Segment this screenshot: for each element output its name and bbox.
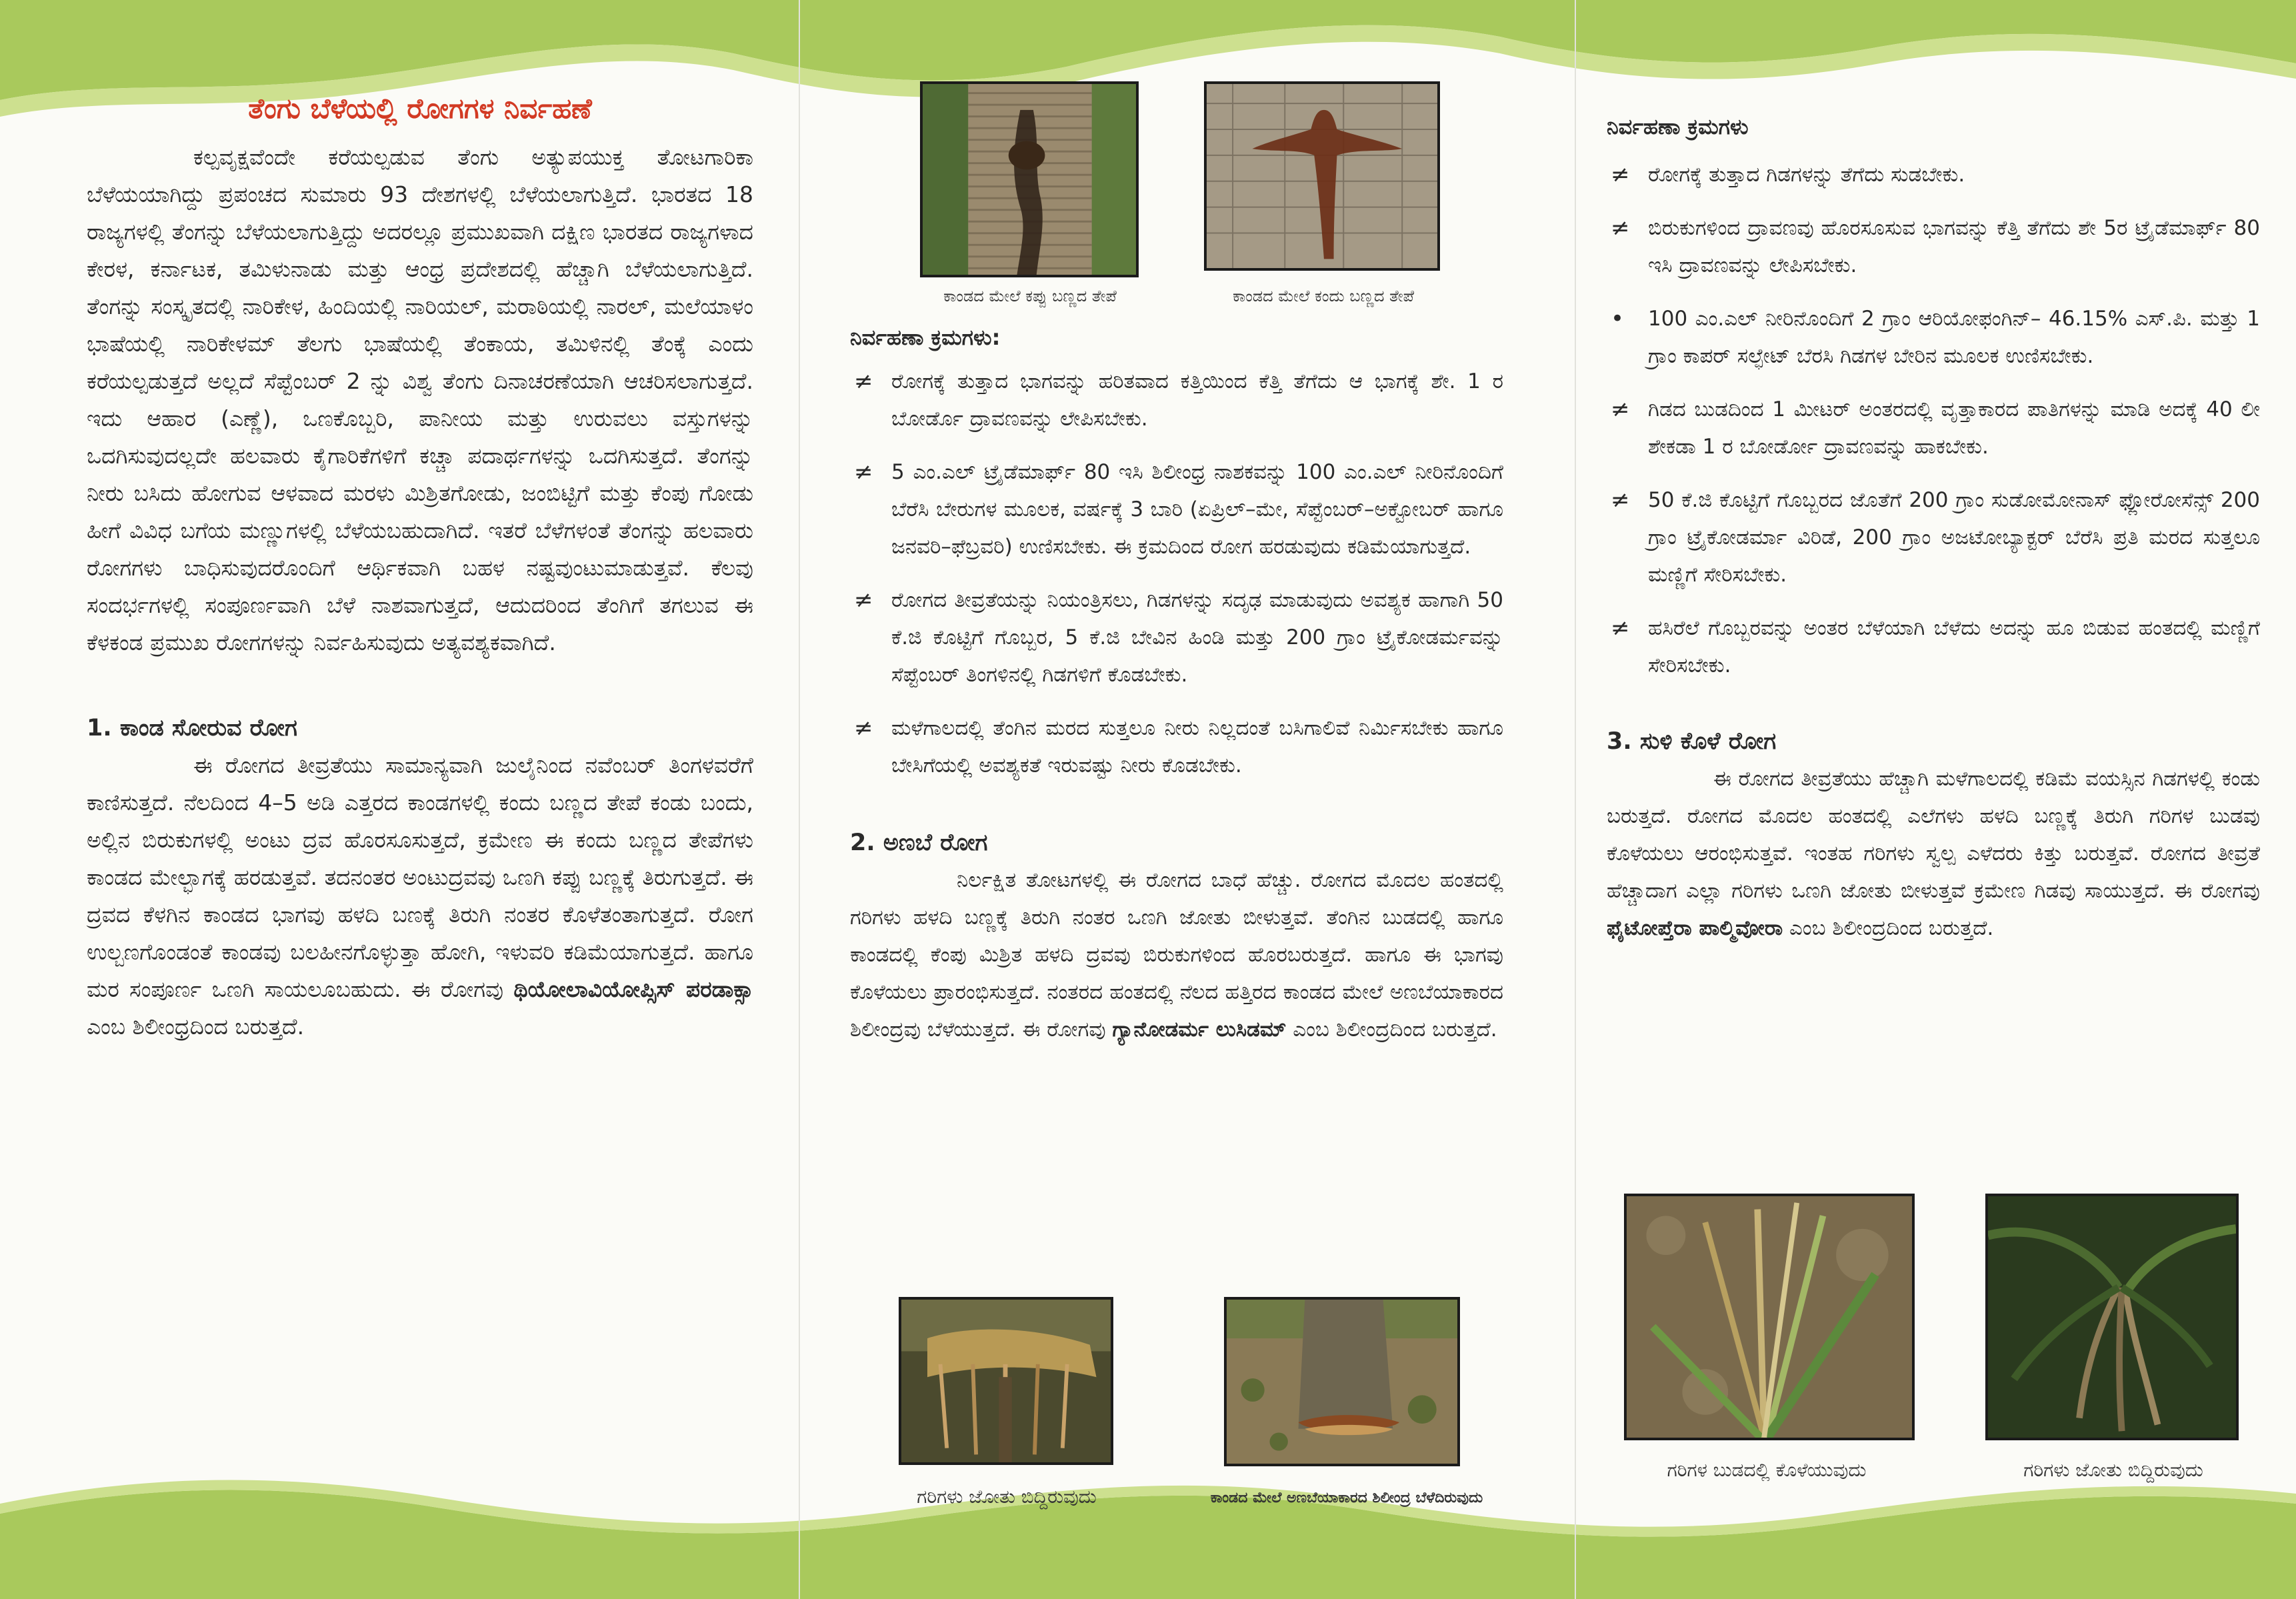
bullet-icon: ≠ — [854, 715, 873, 741]
management-item: ≠ 50 ಕೆ.ಜಿ ಕೊಟ್ಟಿಗೆ ಗೊಬ್ಬರದ ಜೊತೆಗೆ 200 ಗ್ರಾಂ ಸುಡೋಮೋನಾಸ್ ಫ್ಲೋರೋಸೆನ್ಸ್ 200 ಗ್ರಾಂ ಟ್ರೈಕೋಡರ್ಮಾ ವಿರಿಡೆ, 200 ಗ್ರಾಂ ಅಜಟೋಬ್ಯಾಕ್ಟರ್ ಬೆರೆಸಿ ಪ್ರತಿ ಮರದ ಸುತ್ತಲೂ ಮಣ್ಣಿಗೆ ಸೇರಿಸಬೇಕು. — [1607, 481, 2260, 593]
section-1-suffix: ಎಂಬ ಶಿಲೀಂಧ್ರದಿಂದ ಬರುತ್ತದೆ. — [87, 1014, 305, 1040]
section-1-heading: 1. ಕಾಂಡ ಸೋರುವ ರೋಗ — [87, 715, 297, 741]
photo-4-caption: ಕಾಂಡದ ಮೇಲೆ ಅಣಬೆಯಾಕಾರದ ಶಿಲೀಂದ್ರ ಬೆಳೆದಿರುವುದು — [1210, 1490, 1483, 1506]
photo-2-caption: ಕಾಂಡದ ಮೇಲೆ ಕಂದು ಬಣ್ಣದ ತೇಪೆ — [1232, 287, 1415, 305]
photo-drooping-fronds — [899, 1297, 1113, 1465]
section-2-text: ನಿರ್ಲಕ್ಷಿತ ತೋಟಗಳಲ್ಲಿ ಈ ರೋಗದ ಬಾಧೆ ಹೆಚ್ಚು. ರೋಗದ ಮೊದಲ ಹಂತದಲ್ಲಿ ಗರಿಗಳು ಹಳದಿ ಬಣ್ಣಕ್ಕೆ ತಿರುಗಿ ನಂತರ ಒಣಗಿ ಜೋತು ಬೀಳುತ್ತವೆ. ತೆಂಗಿನ ಬುಡದಲ್ಲಿ ಹಾಗೂ ಕಾಂಡದಲ್ಲಿ ಕೆಂಪು ಮಿಶ್ರಿತ ಹಳದಿ ದ್ರವವು ಬಿರುಕುಗಳಿಂದ ಹೊರಬರುತ್ತದೆ. ಹಾಗೂ ಈ ಭಾಗವು ಕೊಳೆಯಲು ಪ್ರಾರಂಭಿಸುತ್ತದೆ. ನಂತರದ ಹಂತದಲ್ಲಿ ನೆಲದ ಹತ್ತಿರದ ಕಾಂಡದ ಮೇಲೆ ಅಣಬೆಯಾಕಾರದ ಶಿಲೀಂದ್ರವು ಬೆಳೆಯುತ್ತದೆ. ಈ ರೋಗವು — [850, 868, 1503, 1042]
section-2-suffix: ಎಂಬ ಶಿಲೀಂದ್ರದಿಂದ ಬರುತ್ತದೆ. — [1293, 1018, 1497, 1042]
management-item: ≠ ಮಳೆಗಾಲದಲ್ಲಿ ತೆಂಗಿನ ಮರದ ಸುತ್ತಲೂ ನೀರು ನಿಲ್ಲದಂತೆ ಬಸಿಗಾಲಿವೆ ನಿರ್ಮಿಸಬೇಕು ಹಾಗೂ ಬೇಸಿಗೆಯಲ್ಲಿ ಅವಶ್ಯಕತೆ ಇರುವಷ್ಟು ನೀರು ಕೊಡಬೇಕು. — [850, 709, 1503, 784]
photo-frond-base-rot — [1624, 1194, 1915, 1440]
section-2-heading: 2. ಅಣಬೆ ರೋಗ — [850, 830, 988, 856]
page-title: ತೆಂಗು ಬೆಳೆಯಲ್ಲಿ ರೋಗಗಳ ನಿರ್ವಹಣೆ — [248, 92, 592, 125]
photo-drooping-fronds-2 — [1985, 1194, 2239, 1440]
management-item: ≠ ಗಿಡದ ಬುಡದಿಂದ 1 ಮೀಟರ್ ಅಂತರದಲ್ಲಿ ವೃತ್ತಾಕಾರದ ಪಾತಿಗಳನ್ನು ಮಾಡಿ ಅದಕ್ಕೆ 40 ಲೀ ಶೇಕಡಾ 1 ರ ಬೋರ್ಡೋ ದ್ರಾವಣವನ್ನು ಹಾಕಬೇಕು. — [1607, 391, 2260, 465]
management-item: ≠ ರೋಗಕ್ಕೆ ತುತ್ತಾದ ಭಾಗವನ್ನು ಹರಿತವಾದ ಕತ್ತಿಯಿಂದ ಕೆತ್ತಿ ತೆಗೆದು ಆ ಭಾಗಕ್ಕೆ ಶೇ. 1 ರ ಬೋರ್ಡೊ ದ್ರಾವಣವನ್ನು ಲೇಪಿಸಬೇಕು. — [850, 363, 1503, 437]
fold-line-1 — [799, 0, 800, 1599]
section-3-paragraph — [1607, 760, 2260, 947]
bullet-icon: ≠ — [1611, 487, 1630, 513]
photo-trunk-black-patch — [920, 81, 1139, 277]
management-item: • 100 ಎಂ.ಎಲ್ ನೀರಿನೊಂದಿಗೆ 2 ಗ್ರಾಂ ಆರಿಯೋಫಂಗಿನ್– 46.15% ಎಸ್.ಪಿ. ಮತ್ತು 1 ಗ್ರಾಂ ಕಾಪರ್ ಸಲ್ಫೇಟ್ ಬೆರಸಿ ಗಿಡಗಳ ಬೇರಿನ ಮೂಲಕ ಉಣಿಸಬೇಕು. — [1607, 300, 2260, 375]
section-2-pathogen: ಗ್ಯಾನೋಡರ್ಮ ಲುಸಿಡಮ್ — [1112, 1018, 1287, 1042]
bullet-icon: ≠ — [854, 587, 873, 613]
section-1-pathogen: ಥಿಯೋಲಾವಿಯೋಪ್ಸಿಸ್ ಪರಡಾಕ್ಸಾ — [513, 976, 753, 1002]
management-item: ≠ 5 ಎಂ.ಎಲ್ ಟ್ರೈಡೆಮಾರ್ಫ್ 80 ಇಸಿ ಶಿಲೀಂಧ್ರ ನಾಶಕವನ್ನು 100 ಎಂ.ಎಲ್ ನೀರಿನೊಂದಿಗೆ ಬೆರೆಸಿ ಬೇರುಗಳ ಮೂಲಕ, ವರ್ಷಕ್ಕೆ 3 ಬಾರಿ (ಏಪ್ರಿಲ್–ಮೇ, ಸೆಪ್ಟೆಂಬರ್–ಅಕ್ಟೋಬರ್ ಹಾಗೂ ಜನವರಿ–ಫೆಬ್ರವರಿ) ಉಣಿಸಬೇಕು. ಈ ಕ್ರಮದಿಂದ ರೋಗ ಹರಡುವುದು ಕಡಿಮೆಯಾಗುತ್ತದೆ. — [850, 453, 1503, 565]
photo-trunk-brown-patch — [1204, 81, 1440, 271]
panel-2-management-heading: ನಿರ್ವಹಣಾ ಕ್ರಮಗಳು: — [850, 325, 1001, 350]
bullet-icon: ≠ — [854, 459, 873, 485]
panel-3-management-heading: ನಿರ್ವಹಣಾ ಕ್ರಮಗಳು — [1607, 114, 1749, 139]
intro-paragraph: ಕಲ್ಪವೃಕ್ಷವೆಂದೇ ಕರೆಯಲ್ಪಡುವ ತೆಂಗು ಅತ್ಯುಪಯುಕ್ತ ತೋಟಗಾರಿಕಾ ಬೆಳೆಯಯಾಗಿದ್ದು ಪ್ರಪಂಚದ ಸುಮಾರು 93 ದೇಶಗಳಲ್ಲಿ ಬೆಳೆಯಲಾಗುತ್ತಿದೆ. ಭಾರತದ 18 ರಾಜ್ಯಗಳಲ್ಲಿ ತೆಂಗನ್ನು ಬೆಳೆಯಲಾಗುತ್ತಿದ್ದು ಅದರಲ್ಲೂ ಪ್ರಮುಖವಾಗಿ ದಕ್ಷಿಣ ಭಾರತದ ರಾಜ್ಯಗಳಾದ ಕೇರಳ, ಕರ್ನಾಟಕ, ತಮಿಳುನಾಡು ಮತ್ತು ಆಂಧ್ರ ಪ್ರದೇಶದಲ್ಲಿ ಹೆಚ್ಚಾಗಿ ಬೆಳೆಯಲಾಗುತ್ತಿದೆ. ತೆಂಗನ್ನು ಸಂಸ್ಕೃತದಲ್ಲಿ ನಾರಿಕೇಳ, ಹಿಂದಿಯಲ್ಲಿ ನಾರಿಯಲ್, ಮರಾಠಿಯಲ್ಲಿ ನಾರಲ್, ಮಲೆಯಾಳಂ ಭಾಷೆಯಲ್ಲಿ ನಾರಿಕೇಳಮ್ ತೆಲಗು ಭಾಷೆಯಲ್ಲಿ ತೆಂಕಾಯ, ತಮಿಳಿನಲ್ಲಿ ತೆಂಕ್ಕೆ ಎಂದು ಕರೆಯಲ್ಪಡುತ್ತದೆ ಅಲ್ಲದೆ ಸೆಪ್ಟೆಂಬರ್ 2 ನ್ನು ವಿಶ್ವ ತೆಂಗು ದಿನಾಚರಣೆಯಾಗಿ ಆಚರಿಸಲಾಗುತ್ತದೆ. ಇದು ಆಹಾರ (ಎಣ್ಣೆ), ಒಣಕೊಬ್ಬರಿ, ಪಾನೀಯ ಮತ್ತು ಉರುವಲು ವಸ್ತುಗಳನ್ನು ಒದಗಿಸುವುದಲ್ಲದೇ ಹಲವಾರು ಕೈಗಾರಿಕೆಗಳಿಗೆ ಕಚ್ಚಾ ಪದಾರ್ಥಗಳನ್ನು ಒದಗಿಸುತ್ತದೆ. ತೆಂಗನ್ನು ನೀರು ಬಸಿದು ಹೋಗುವ ಆಳವಾದ ಮರಳು ಮಿಶ್ರಿತಗೋಡು, ಜಂಬಿಟ್ಟಿಗೆ ಮತ್ತು ಕೆಂಪು ಗೋಡು ಹೀಗೆ ವಿವಿಧ ಬಗೆಯ ಮಣ್ಣುಗಳಲ್ಲಿ ಬೆಳೆಯಬಹುದಾಗಿದೆ. ಇತರೆ ಬೆಳೆಗಳಂತೆ ತೆಂಗನ್ನು ಹಲವಾರು ರೋಗಗಳು ಬಾಧಿಸುವುದರೊಂದಿಗೆ ಆರ್ಥಿಕವಾಗಿ ಬಹಳ ನಷ್ಟವುಂಟುಮಾಡುತ್ತವೆ. ಕೆಲವು ಸಂದರ್ಭಗಳಲ್ಲಿ ಸಂಪೂರ್ಣವಾಗಿ ಬೆಳೆ ನಾಶವಾಗುತ್ತದೆ, ಆದುದರಿಂದ ತೆಂಗಿಗೆ ತಗಲುವ ಈ ಕೆಳಕಂಡ ಪ್ರಮುಖ ರೋಗಗಳನ್ನು ನಿರ್ವಹಿಸುವುದು ಅತ್ಯವಶ್ಯಕವಾಗಿದೆ. — [87, 144, 753, 655]
fold-line-2 — [1575, 0, 1576, 1599]
management-item: ≠ ಬಿರುಕುಗಳಿಂದ ದ್ರಾವಣವು ಹೊರಸೂಸುವ ಭಾಗವನ್ನು ಕೆತ್ತಿ ತೆಗೆದು ಶೇ 5ರ ಟ್ರೈಡೆಮಾರ್ಫ್ 80 ಇಸಿ ದ್ರಾವಣವನ್ನು ಲೇಪಿಸಬೇಕು. — [1607, 209, 2260, 284]
section-3-pathogen: ಫೈಟೋಪ್ತೆರಾ ಪಾಲ್ಮಿವೋರಾ — [1607, 916, 1783, 940]
bullet-icon: ≠ — [854, 368, 873, 395]
panel-3-management-list — [1607, 156, 2260, 684]
photo-1-caption: ಕಾಂಡದ ಮೇಲೆ ಕಪ್ಪು ಬಣ್ಣದ ತೇಪೆ — [943, 287, 1117, 305]
panel-2-management-list — [850, 363, 1503, 784]
bullet-icon: ≠ — [1611, 396, 1630, 423]
photo-6-caption: ಗರಿಗಳು ಜೋತು ಬಿದ್ದಿರುವುದು — [2023, 1459, 2203, 1481]
bullet-icon: ≠ — [1611, 615, 1630, 641]
management-item: ≠ ರೋಗಕ್ಕೆ ತುತ್ತಾದ ಗಿಡಗಳನ್ನು ತೆಗೆದು ಸುಡಬೇಕು. — [1607, 156, 2260, 193]
photo-5-caption: ಗರಿಗಳ ಬುಡದಲ್ಲಿ ಕೊಳೆಯುವುದು — [1667, 1459, 1867, 1481]
management-item: ≠ ರೋಗದ ತೀವ್ರತೆಯನ್ನು ನಿಯಂತ್ರಿಸಲು, ಗಿಡಗಳನ್ನು ಸದೃಢ ಮಾಡುವುದು ಅವಶ್ಯಕ ಹಾಗಾಗಿ 50 ಕೆ.ಜಿ ಕೊಟ್ಟಿಗೆ ಗೊಬ್ಬರ, 5 ಕೆ.ಜಿ ಬೇವಿನ ಹಿಂಡಿ ಮತ್ತು 200 ಗ್ರಾಂ ಟ್ರೈಕೋಡರ್ಮವನ್ನು ಸೆಪ್ಟೆಂಬರ್ ತಿಂಗಳಿನಲ್ಲಿ ಗಿಡಗಳಿಗೆ ಕೊಡಬೇಕು. — [850, 581, 1503, 693]
bullet-icon: • — [1611, 305, 1625, 332]
section-1-text: ಈ ರೋಗದ ತೀವ್ರತೆಯು ಸಾಮಾನ್ಯವಾಗಿ ಜುಲೈನಿಂದ ನವೆಂಬರ್ ತಿಂಗಳವರೆಗೆ ಕಾಣಿಸುತ್ತದೆ. ನೆಲದಿಂದ 4–5 ಅಡಿ ಎತ್ತರದ ಕಾಂಡಗಳಲ್ಲಿ ಕಂದು ಬಣ್ಣದ ತೇಪೆ ಕಂಡು ಬಂದು, ಅಲ್ಲಿನ ಬಿರುಕುಗಳಲ್ಲಿ ಅಂಟು ದ್ರವ ಹೊರಸೂಸುತ್ತದೆ, ಕ್ರಮೇಣ ಈ ಕಂದು ಬಣ್ಣದ ತೇಪೆಗಳು ಕಾಂಡದ ಮೇಲ್ಭಾಗಕ್ಕೆ ಹರಡುತ್ತವೆ. ತದನಂತರ ಅಂಟುದ್ರವವು ಒಣಗಿ ಕಪ್ಪು ಬಣ್ಣಕ್ಕೆ ತಿರುಗುತ್ತದೆ. ಈ ದ್ರವದ ಕೆಳಗಿನ ಕಾಂಡದ ಭಾಗವು ಹಳದಿ ಬಣಕ್ಕೆ ತಿರುಗಿ ನಂತರ ಕೊಳೆತಂತಾಗುತ್ತದೆ. ರೋಗ ಉಲ್ಬಣಗೊಂಡಂತೆ ಕಾಂಡವು ಬಲಹೀನಗೊಳ್ಳುತ್ತಾ ಹೋಗಿ, ಇಳುವರಿ ಕಡಿಮೆಯಾಗುತ್ತದೆ. ಹಾಗೂ ಮರ ಸಂಪೂರ್ಣ ಒಣಗಿ ಸಾಯಲೂಬಹುದು. ಈ ರೋಗವು — [87, 752, 753, 1002]
section-1-paragraph — [87, 747, 753, 1046]
section-3-text: ಈ ರೋಗದ ತೀವ್ರತೆಯು ಹೆಚ್ಚಾಗಿ ಮಳೆಗಾಲದಲ್ಲಿ ಕಡಿಮೆ ವಯಸ್ಸಿನ ಗಿಡಗಳಲ್ಲಿ ಕಂಡು ಬರುತ್ತದೆ. ರೋಗದ ಮೊದಲ ಹಂತದಲ್ಲಿ ಎಲೆಗಳು ಹಳದಿ ಬಣ್ಣಕ್ಕೆ ತಿರುಗಿ ಗರಿಗಳ ಬುಡವು ಕೊಳೆಯಲು ಆರಂಭಿಸುತ್ತವೆ. ಇಂತಹ ಗರಿಗಳು ಸ್ವಲ್ಪ ಎಳೆದರು ಕಿತ್ತು ಬರುತ್ತವೆ. ರೋಗದ ತೀವ್ರತೆ ಹೆಚ್ಚಾದಾಗ ಎಲ್ಲಾ ಗರಿಗಳು ಒಣಗಿ ಜೋತು ಬೀಳುತ್ತವೆ ಕ್ರಮೇಣ ಗಿಡವು ಸಾಯುತ್ತದೆ. ಈ ರೋಗವು — [1607, 767, 2260, 903]
panel-3 — [1607, 108, 2260, 947]
bullet-icon: ≠ — [1611, 161, 1630, 188]
photo-mushroom-on-trunk — [1224, 1297, 1460, 1466]
photo-3-caption: ಗರಿಗಳು ಜೋತು ಬಿದ್ದಿರುವುದು — [917, 1486, 1097, 1508]
panel-1 — [87, 139, 753, 1046]
section-2-paragraph — [850, 862, 1503, 1048]
section-3-heading: 3. ಸುಳಿ ಕೊಳೆ ರೋಗ — [1607, 728, 1777, 755]
panel-2 — [850, 319, 1503, 1048]
section-3-suffix: ಎಂಬ ಶಿಲೀಂದ್ರದಿಂದ ಬರುತ್ತದೆ. — [1789, 916, 1994, 940]
management-item: ≠ ಹಸಿರೆಲೆ ಗೊಬ್ಬರವನ್ನು ಅಂತರ ಬೆಳೆಯಾಗಿ ಬೆಳೆದು ಅದನ್ನು ಹೂ ಬಿಡುವ ಹಂತದಲ್ಲಿ ಮಣ್ಣಿಗೆ ಸೇರಿಸಬೇಕು. — [1607, 609, 2260, 684]
bullet-icon: ≠ — [1611, 215, 1630, 241]
